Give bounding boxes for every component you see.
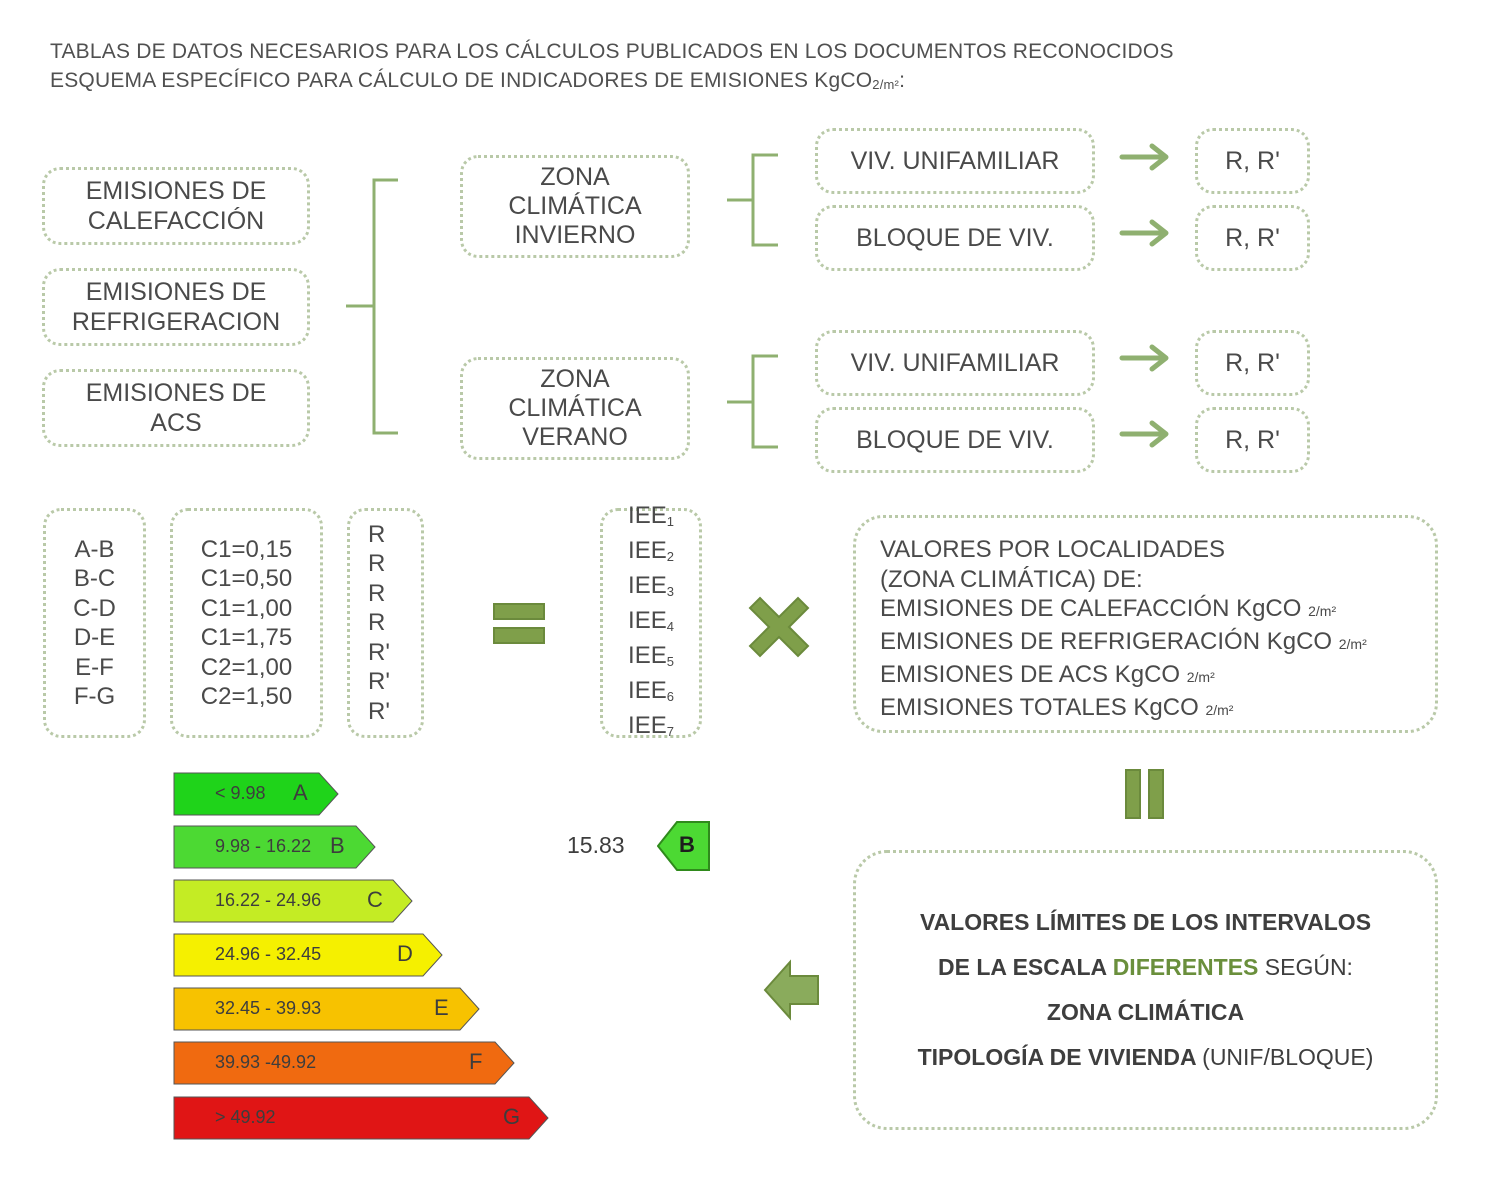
tipologia-bloque-invierno: BLOQUE DE VIV. bbox=[815, 205, 1095, 271]
energy-letter-label: G bbox=[503, 1104, 521, 1129]
emisiones-refrigeracion-box: EMISIONES DE REFRIGERACION bbox=[42, 268, 310, 346]
equals-icon bbox=[494, 604, 544, 643]
tipologia-bloque-verano: BLOQUE DE VIV. bbox=[815, 407, 1095, 473]
energy-range-label: 16.22 - 24.96 bbox=[215, 890, 322, 910]
multiply-icon bbox=[750, 598, 808, 656]
table-coefs-box: C1=0,15 C1=0,50 C1=1,00 C1=1,75 C2=1,00 C2=1,50 bbox=[170, 508, 323, 738]
resultado-box-4: R, R' bbox=[1195, 407, 1310, 473]
emisiones-acs-box: EMISIONES DE ACS bbox=[42, 369, 310, 447]
energy-letter-label: A bbox=[293, 780, 308, 805]
arrow-left-icon bbox=[765, 962, 818, 1018]
resultado-box-1: R, R' bbox=[1195, 128, 1310, 194]
energy-range-label: < 9.98 bbox=[215, 783, 266, 803]
limites-box: VALORES LÍMITES DE LOS INTERVALOS DE LA ESCALA DIFERENTES SEGÚN: ZONA CLIMÁTICA TIPOLOGÍA DE VIVIENDA (UNIF/BLOQUE) bbox=[853, 850, 1438, 1130]
zona-verano-box: ZONA CLIMÁTICA VERANO bbox=[460, 357, 690, 460]
bracket-invierno-icon bbox=[727, 155, 778, 245]
title-line-2: ESQUEMA ESPECÍFICO PARA CÁLCULO DE INDICADORES DE EMISIONES KgCO$_{2/m^2}$: bbox=[50, 69, 906, 92]
rating-letter: B bbox=[679, 832, 695, 857]
energy-range-label: 32.45 - 39.93 bbox=[215, 998, 322, 1018]
energy-class-e bbox=[173, 987, 480, 1031]
resultado-box-3: R, R' bbox=[1195, 330, 1310, 396]
table-iee-box: $IEE_1$ $IEE_2$ $IEE_3$ $IEE_4$ $IEE_5$ $IEE_6$ $IEE_7$ bbox=[600, 508, 702, 738]
energy-range-label: 24.96 - 32.45 bbox=[215, 944, 322, 964]
arrow-right-icon bbox=[1122, 423, 1166, 445]
energy-class-b bbox=[173, 825, 376, 869]
rating-value: 15.83 bbox=[567, 832, 625, 858]
bracket-emisiones-icon bbox=[346, 180, 398, 433]
emisiones-calefaccion-box: EMISIONES DE CALEFACCIÓN bbox=[42, 167, 310, 245]
energy-letter-label: E bbox=[434, 995, 449, 1020]
localidades-text: VALORES POR LOCALIDADES (ZONA CLIMÁTICA) DE: EMISIONES DE CALEFACCIÓN KgCO 2/m² EMISIONES DE REFRIGERACIÓN KgCO 2/m² EMISIONES DE ACS KgCO 2/m² EMISIONES TOTALES KgCO 2/m² bbox=[880, 536, 1367, 721]
zona-invierno-box: ZONA CLIMÁTICA INVIERNO bbox=[460, 155, 690, 258]
energy-range-label: 39.93 -49.92 bbox=[215, 1052, 317, 1072]
energy-class-c bbox=[173, 879, 413, 923]
equals-vertical-icon bbox=[1126, 770, 1163, 818]
energy-class-f bbox=[173, 1041, 515, 1085]
energy-range-label: > 49.92 bbox=[215, 1107, 276, 1127]
title-line-1: TABLAS DE DATOS NECESARIOS PARA LOS CÁLCULOS PUBLICADOS EN LOS DOCUMENTOS RECONOCIDOS bbox=[50, 40, 1174, 63]
energy-letter-label: F bbox=[469, 1049, 483, 1074]
energy-class-d bbox=[173, 933, 443, 977]
arrow-right-icon bbox=[1122, 222, 1166, 244]
energy-class-g bbox=[173, 1096, 549, 1140]
energy-letter-label: B bbox=[330, 833, 345, 858]
table-r-box: R R R R R' R' R' bbox=[347, 508, 424, 738]
energy-letter-label: C bbox=[367, 887, 383, 912]
energy-range-label: 9.98 - 16.22 bbox=[215, 836, 312, 856]
energy-letter-label: D bbox=[397, 941, 413, 966]
table-letters-box: A-B B-C C-D D-E E-F F-G bbox=[43, 508, 146, 738]
arrow-right-icon bbox=[1122, 347, 1166, 369]
bracket-verano-icon bbox=[727, 356, 778, 447]
resultado-box-2: R, R' bbox=[1195, 205, 1310, 271]
energy-class-a bbox=[173, 772, 339, 816]
tipologia-unifamiliar-invierno: VIV. UNIFAMILIAR bbox=[815, 128, 1095, 194]
rating-badge bbox=[657, 820, 711, 872]
arrow-right-icon bbox=[1122, 146, 1166, 168]
tipologia-unifamiliar-verano: VIV. UNIFAMILIAR bbox=[815, 330, 1095, 396]
